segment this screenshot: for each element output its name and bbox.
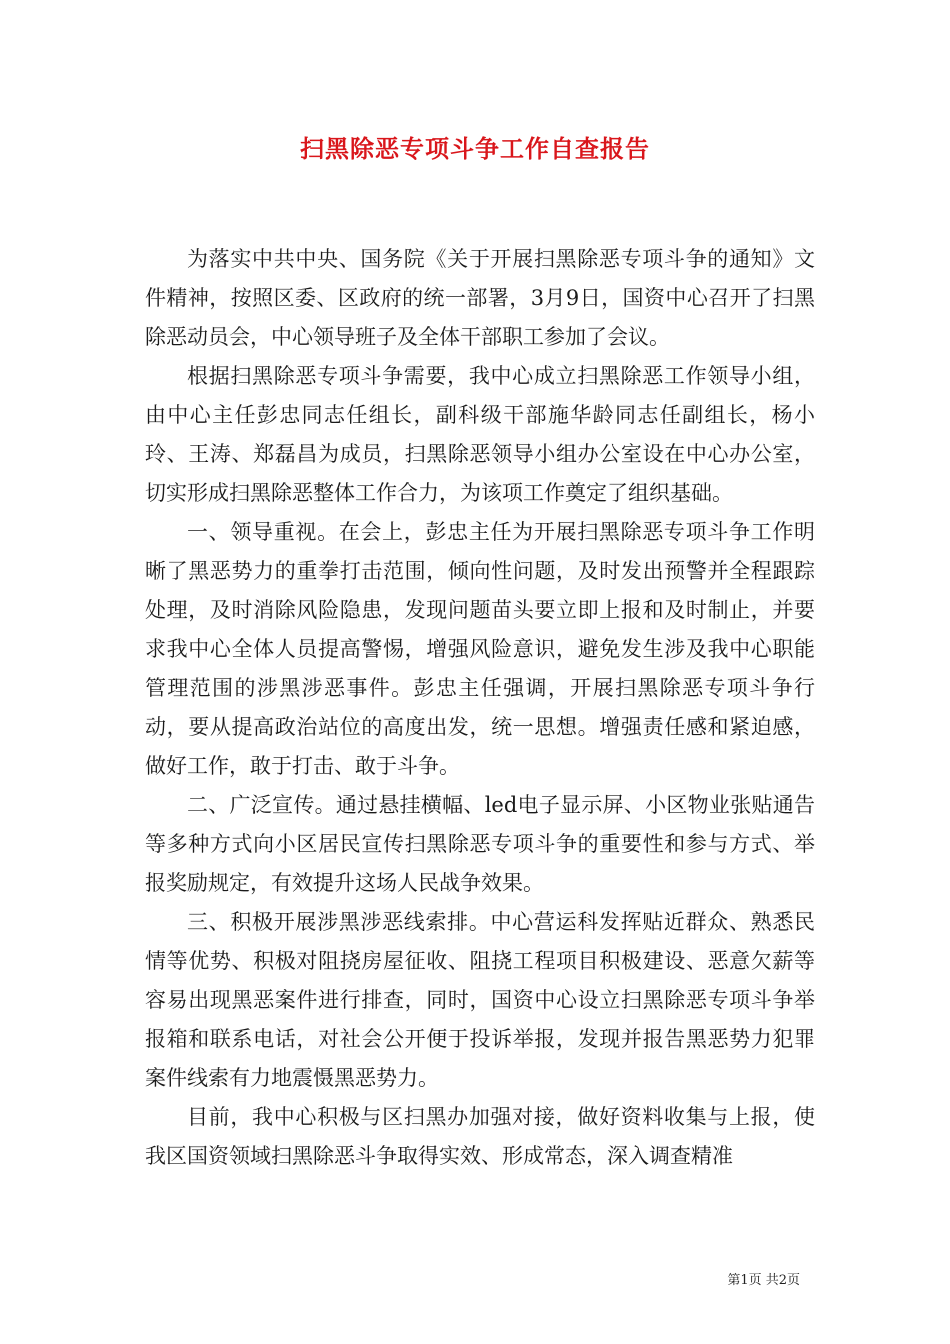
document-title: 扫黑除恶专项斗争工作自查报告 [300, 134, 650, 163]
paragraph-leadership-group: 根据扫黑除恶专项斗争需要，我中心成立扫黑除恶工作领导小组，由中心主任彭忠同志任组长，副科级干部施华龄同志任副组长，杨小玲、王涛、郑磊昌为成员，扫黑除恶领导小组办公室设在中心办公室，切实形成扫黑除恶整体工作合力，为该项工作奠定了组织基础。 [145, 364, 815, 505]
document-body [145, 240, 815, 1176]
paragraph-section-two: 二、广泛宣传。通过悬挂横幅、led电子显示屏、小区物业张贴通告等多种方式向小区居民宣传扫黑除恶专项斗争的重要性和参与方式、举报奖励规定，有效提升这场人民战争效果。 [145, 793, 815, 895]
paragraph-intro: 为落实中共中央、国务院《关于开展扫黑除恶专项斗争的通知》文件精神，按照区委、区政府的统一部署，3月9日，国资中心召开了扫黑除恶动员会，中心领导班子及全体干部职工参加了会议。 [145, 247, 815, 349]
paragraph-section-one: 一、领导重视。在会上，彭忠主任为开展扫黑除恶专项斗争工作明晰了黑恶势力的重拳打击范围，倾向性问题，及时发出预警并全程跟踪处理，及时消除风险隐患，发现问题苗头要立即上报和及时制止，并要求我中心全体人员提高警惕，增强风险意识，避免发生涉及我中心职能管理范围的涉黑涉恶事件。彭忠主任强调，开展扫黑除恶专项斗争行动，要从提高政治站位的高度出发，统一思想。增强责任感和紧迫感，做好工作，敢于打击、敢于斗争。 [145, 520, 815, 778]
page-number: 第1页 共2页 [727, 1273, 800, 1288]
paragraph-current-status: 目前，我中心积极与区扫黑办加强对接，做好资料收集与上报，使我区国资领域扫黑除恶斗争取得实效、形成常态，深入调查精准 [145, 1105, 815, 1168]
paragraph-section-three: 三、积极开展涉黑涉恶线索排。中心营运科发挥贴近群众、熟悉民情等优势、积极对阻挠房屋征收、阻挠工程项目积极建设、恶意欠薪等容易出现黑恶案件进行排查，同时，国资中心设立扫黑除恶专项斗争举报箱和联系电话，对社会公开便于投诉举报，发现并报告黑恶势力犯罪案件线索有力地震慑黑恶势力。 [145, 910, 815, 1090]
